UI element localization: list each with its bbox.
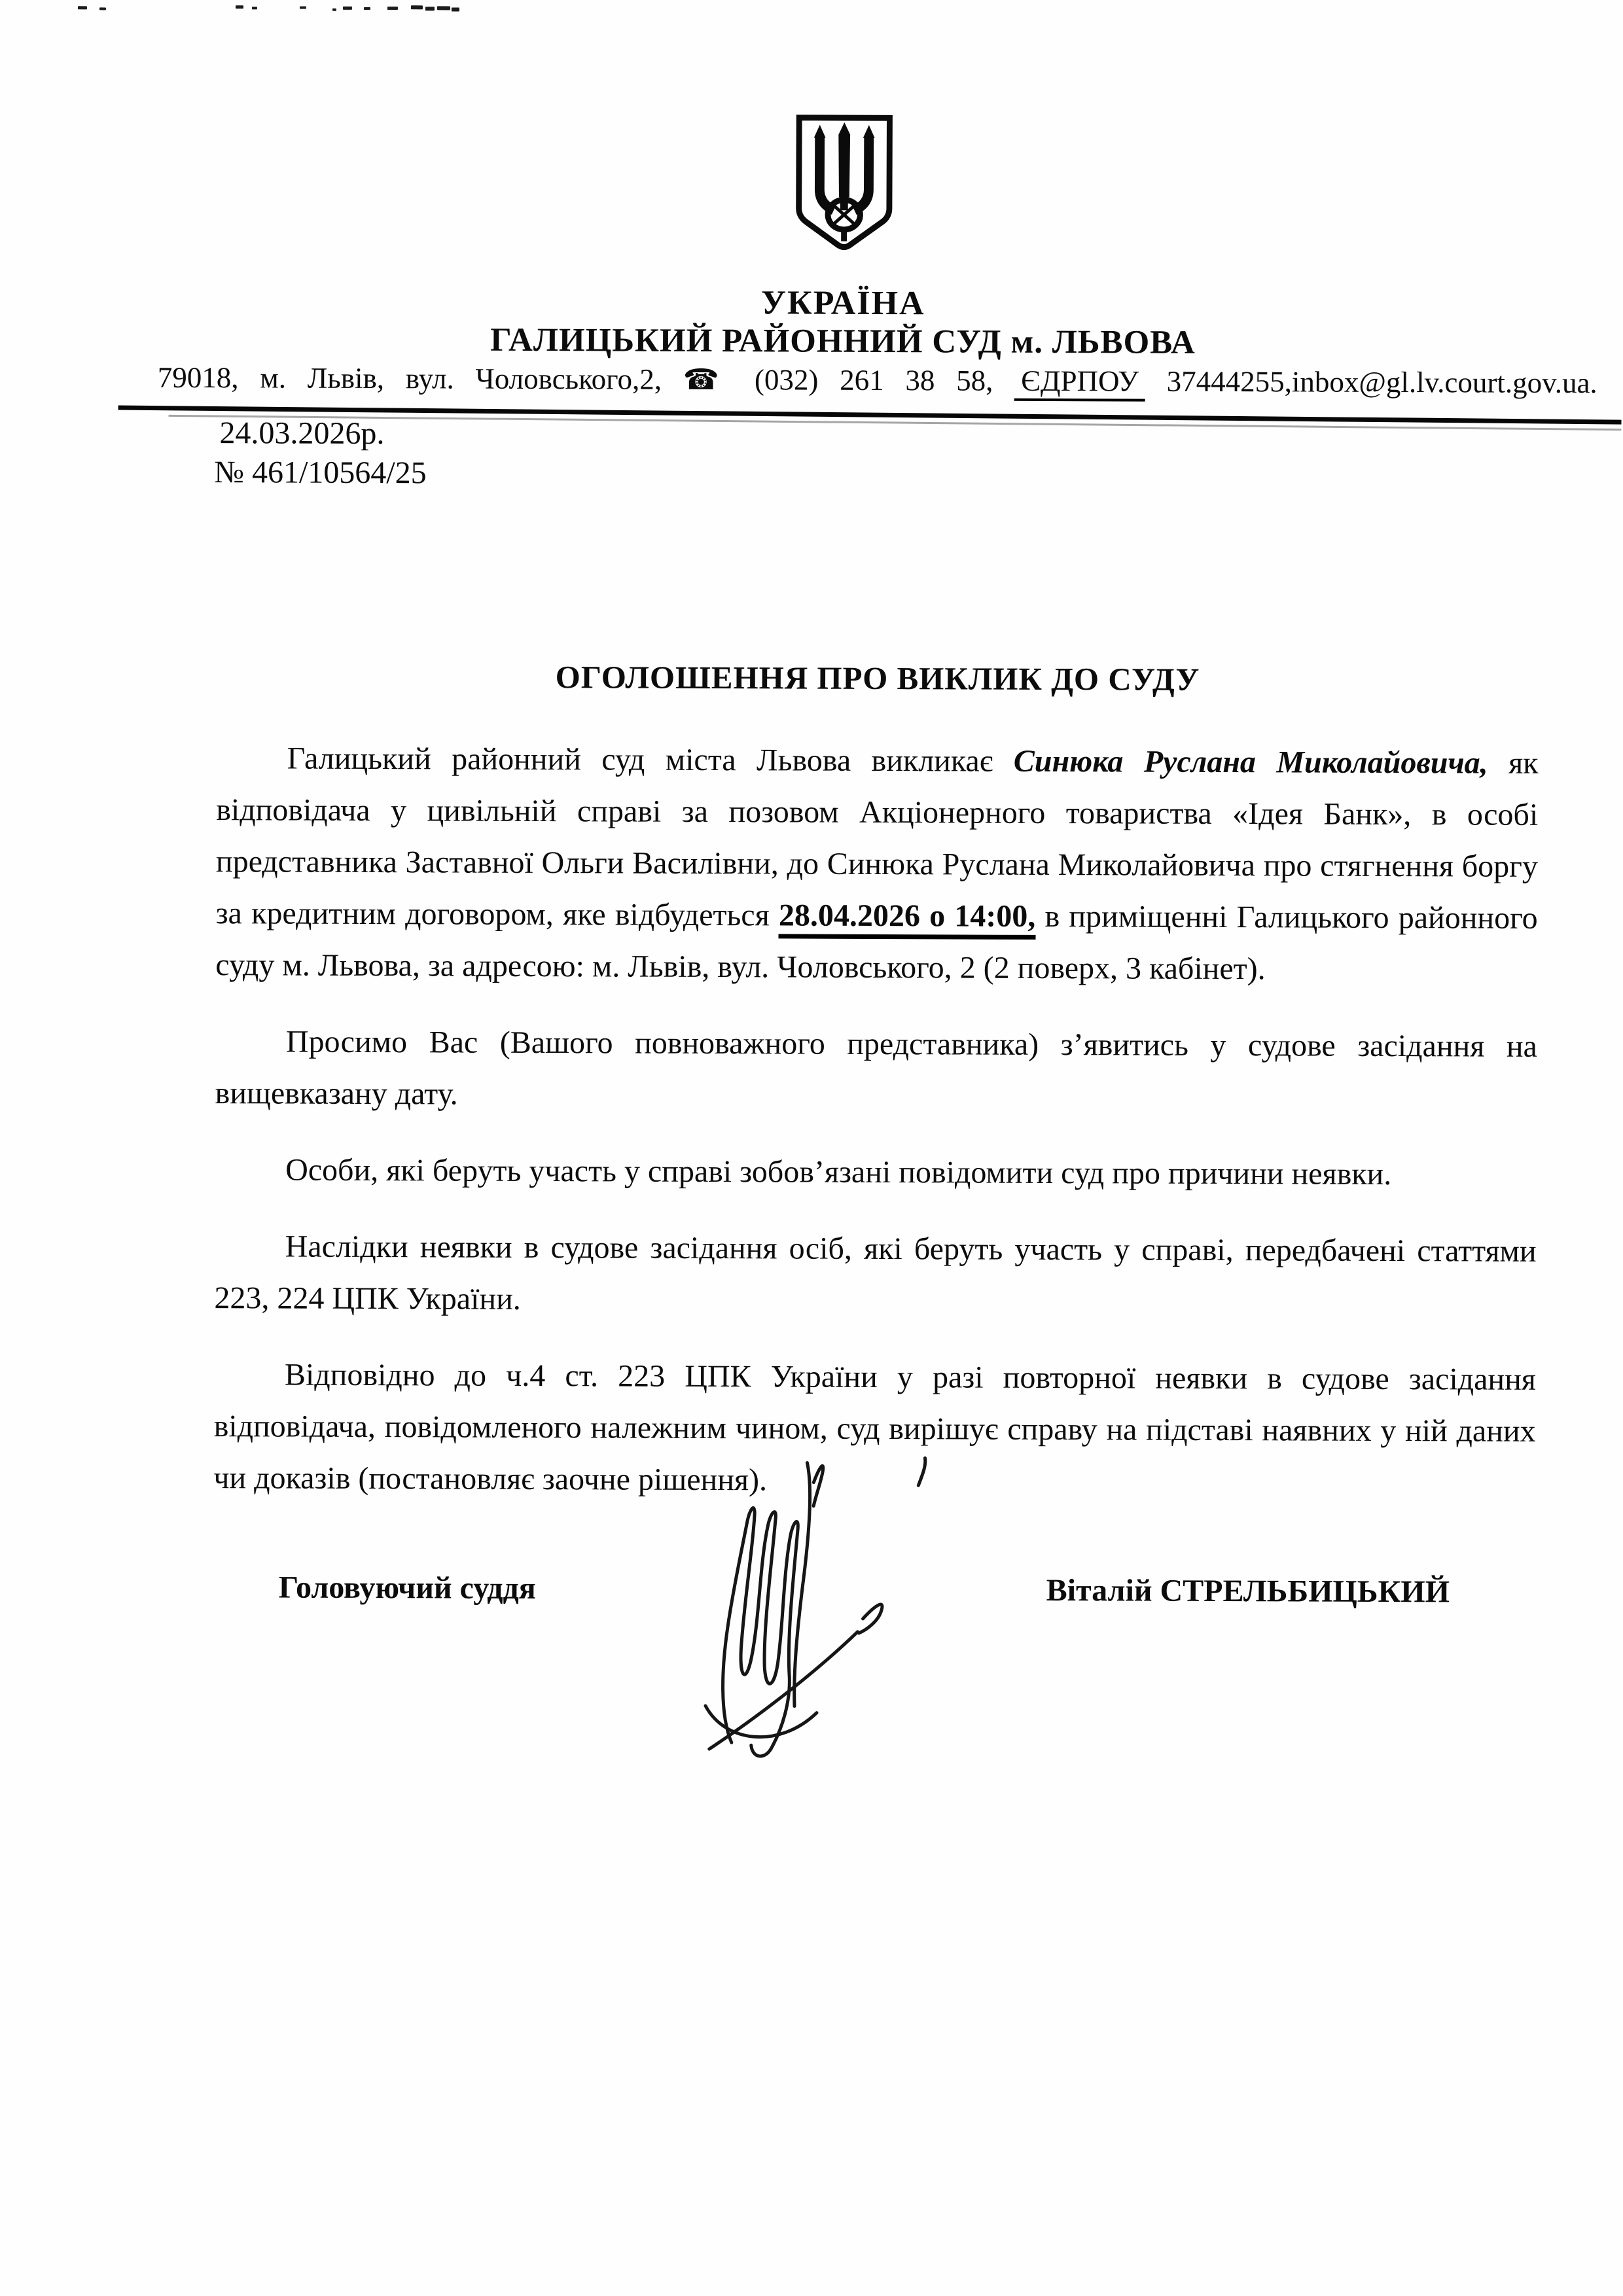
- court-name: ГАЛИЦЬКИЙ РАЙОННИЙ СУД м. ЛЬВОВА: [490, 321, 1196, 361]
- country-title: УКРАЇНА: [760, 284, 925, 323]
- document-body: [213, 657, 1539, 1534]
- telephone-icon: ☎: [683, 362, 734, 397]
- scan-speck: [300, 7, 306, 9]
- document-date: 24.03.2026р.: [219, 415, 385, 451]
- edrpou-label: ЄДРПОУ: [1014, 364, 1145, 402]
- paragraph-consequences: Наслідки неявки в судове засідання осіб, які беруть участь у справі, передбачені статтями 223, 224 ЦПК України.: [214, 1229, 1537, 1316]
- paragraph-article-223: Відповідно до ч.4 ст. 223 ЦПК України у разі повторної неявки в судове засідання відповідача, повідомленого належним чином, суд вирішує справу на підставі наявних у ній даних чи доказів (постановляє заочне рішення).: [213, 1357, 1537, 1498]
- court-address-line: [158, 361, 1597, 400]
- scan-speck: [452, 7, 459, 11]
- judge-signature: [654, 1453, 944, 1762]
- case-number: № 461/10564/25: [214, 455, 427, 491]
- defendant-name: Синюка Руслана Миколайовича,: [1013, 743, 1488, 781]
- scan-speck: [332, 9, 336, 11]
- scan-speck: [78, 6, 87, 9]
- document-title: ОГОЛОШЕННЯ ПРО ВИКЛИК ДО СУДУ: [555, 659, 1200, 698]
- scan-speck: [437, 6, 450, 10]
- summons-text-end: в приміщенні Галицького районного суду м. Львова, за адресою: м. Львів, вул. Чоловського, 2 (2 поверх, 3 кабінет).: [215, 898, 1538, 987]
- scan-speck: [252, 7, 257, 9]
- edrpou-email-value: 37444255,inbox@gl.lv.court.gov.ua.: [1166, 364, 1597, 400]
- address-text: 79018, м. Львів, вул. Чоловського,2,: [157, 361, 662, 396]
- scan-speck: [364, 7, 370, 10]
- judge-name: Віталій СТРЕЛЬБИЦЬКИЙ: [1046, 1573, 1450, 1610]
- scan-speck: [387, 7, 398, 10]
- judge-role-label: Головуючий суддя: [278, 1570, 536, 1606]
- scan-speck: [411, 5, 423, 9]
- paragraph-appearance-request: Просимо Вас (Вашого повноважного представника) з’явитись у судове засідання на вищевказану дату.: [215, 1024, 1537, 1112]
- scan-speck: [236, 5, 243, 9]
- summons-text-start: Галицький районний суд міста Львова викликає: [287, 741, 1014, 779]
- scan-speck: [425, 7, 435, 10]
- hearing-datetime: 28.04.2026 о 14:00,: [779, 898, 1036, 940]
- paragraph-summons: [215, 732, 1539, 996]
- phone-number: (032) 261 38 58,: [754, 363, 993, 397]
- ukraine-coat-of-arms-icon: [793, 113, 897, 256]
- paragraph-notify-duty: Особи, які беруть участь у справі зобов’язані повідомити суд про причини неявки.: [285, 1152, 1392, 1192]
- scan-speck: [343, 7, 352, 10]
- scan-artifacts: [0, 0, 1623, 5]
- scan-speck: [99, 7, 106, 10]
- summons-text-mid: як відповідача у цивільній справі за позовом Акціонерного товариства «Ідея Банк», в особі представника Заставної Ольги Василівни, до Синюка Руслана Миколайовича про стягнення боргу за кредитним договором, яке відбудеться: [215, 745, 1539, 933]
